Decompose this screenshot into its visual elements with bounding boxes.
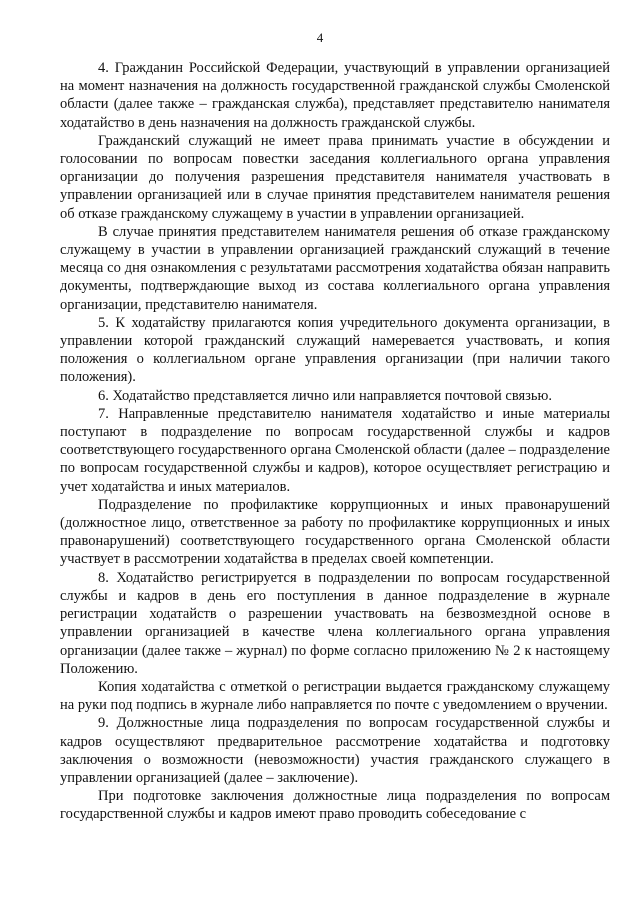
paragraph-4-refusal: В случае принятия представителем нанимателя решения об отказе гражданскому служащему в участии в управлении организацией гражданский служащий в течение месяца со дня ознакомления с результатами рассмотрения ходатайства обязан направить документы, подтверждающие выход из состава коллегиального органа управления организации, представителю нанимателя. bbox=[60, 223, 610, 313]
paragraph-4: 4. Гражданин Российской Федерации, участвующий в управлении организацией на момент назначения на должность государственной гражданской службы Смоленской области (далее также – гражданская служба), представляет представителю нанимателя ходатайство в день назначения на должность гражданской службы. bbox=[60, 60, 610, 131]
paragraph-8: 8. Ходатайство регистрируется в подразделении по вопросам государственной службы и кадров в день его поступления в данное подразделение в журнале регистрации ходатайств о разрешении участвовать на безвозмездной основе в управлении организацией в качестве члена коллегиального органа управления организации (далее также – журнал) по форме согласно приложению № 2 к настоящему Положению. bbox=[60, 569, 610, 677]
page-number: 4 bbox=[316, 30, 324, 45]
document-body bbox=[60, 59, 610, 824]
paragraph-8-copy: Копия ходатайства с отметкой о регистрации выдается гражданскому служащему на руки под подпись в журнале либо направляется по почте с уведомлением о вручении. bbox=[60, 678, 610, 714]
paragraph-6: 6. Ходатайство представляется лично или направляется почтовой связью. bbox=[98, 387, 552, 404]
paragraph-7: 7. Направленные представителю нанимателя ходатайство и иные материалы поступают в подразделение по вопросам государственной службы и кадров соответствующего государственного органа Смоленской области (далее – подразделение по вопросам государственной службы и кадров), которое осуществляет регистрацию и учет ходатайства и иных материалов. bbox=[60, 405, 610, 495]
paragraph-7-anticorruption: Подразделение по профилактике коррупционных и иных правонарушений (должностное лицо, ответственное за работу по профилактике коррупционных и иных правонарушений) соответствующего государственного органа Смоленской области участвует в рассмотрении ходатайства в пределах своей компетенции. bbox=[60, 496, 610, 568]
paragraph-4-restriction: Гражданский служащий не имеет права принимать участие в обсуждении и голосовании по вопросам повестки заседания коллегиального органа управления организации до получения разрешения представителя нанимателя участвовать в управлении организацией или в случае принятия представителем нанимателя решения об отказе гражданскому служащему в участии в управлении организацией. bbox=[60, 132, 610, 222]
paragraph-5: 5. К ходатайству прилагаются копия учредительного документа организации, в управлении которой гражданский служащий намеревается участвовать, и копия положения о коллегиальном органе управления организации (при наличии такого положения). bbox=[60, 314, 610, 386]
paragraph-9: 9. Должностные лица подразделения по вопросам государственной службы и кадров осуществляют предварительное рассмотрение ходатайства и подготовку заключения о возможности (невозможности) участия гражданского служащего в управлении организацией (далее – заключение). bbox=[60, 715, 610, 786]
paragraph-9-interview: При подготовке заключения должностные лица подразделения по вопросам государственной службы и кадров имеют право проводить собеседование с bbox=[60, 788, 610, 823]
